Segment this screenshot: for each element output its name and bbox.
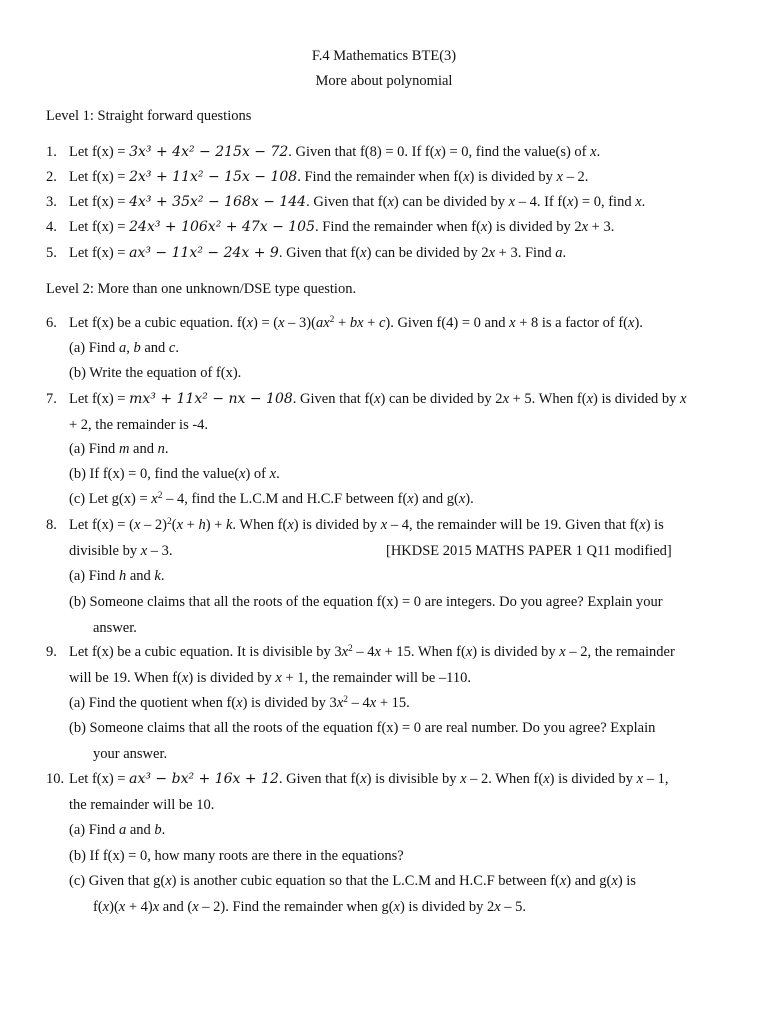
question-9-continued: will be 19. When f(x) is divided by x + 1, the remainder will be –110.	[69, 670, 472, 686]
question-8-continued: divisible by x – 3.	[69, 543, 173, 559]
question-6a: (a) Find a, b and c.	[69, 340, 179, 356]
polynomial-5: ax³ − 11x² − 24x + 9	[129, 245, 279, 261]
question-7: 7. Let f(x) = mx³ + 11x² − nx − 108. Given that f(x) can be divided by 2x + 5. When f(x) is divided by x	[46, 391, 687, 407]
question-10c: (c) Given that g(x) is another cubic equation so that the L.C.M and H.C.F between f(x) and g(x) is	[69, 873, 636, 889]
level-1-heading: Level 1: Straight forward questions	[46, 108, 252, 124]
source-reference: [HKDSE 2015 MATHS PAPER 1 Q11 modified]	[386, 543, 672, 559]
polynomial-7: mx³ + 11x² − nx − 108	[129, 391, 293, 407]
question-6b: (b) Write the equation of f(x).	[69, 365, 242, 381]
question-9b: (b) Someone claims that all the roots of the equation f(x) = 0 are real number. Do you agree? Explain	[69, 720, 656, 736]
question-10-continued: the remainder will be 10.	[69, 797, 215, 813]
question-8b-continued: answer.	[93, 620, 137, 636]
question-8b: (b) Someone claims that all the roots of the equation f(x) = 0 are integers. Do you agree? Explain your	[69, 594, 663, 610]
question-10a: (a) Find a and b.	[69, 822, 166, 838]
question-1: 1. Let f(x) = 3x³ + 4x² − 215x − 72. Given that f(8) = 0. If f(x) = 0, find the value(s) of x.	[46, 144, 601, 160]
polynomial-10: ax³ − bx² + 16x + 12	[129, 771, 279, 787]
question-8: 8. Let f(x) = (x – 2)$^2$(x + h) + k. When f(x) is divided by x – 4, the remainder will be 19. Given that f(x) is	[46, 517, 664, 533]
question-8a: (a) Find h and k.	[69, 568, 165, 584]
question-5: 5. Let f(x) = ax³ − 11x² − 24x + 9. Given that f(x) can be divided by 2x + 3. Find a.	[46, 245, 567, 261]
polynomial-3: 4x³ + 35x² − 168x − 144	[129, 194, 307, 210]
question-10: 10. Let f(x) = ax³ − bx² + 16x + 12. Given that f(x) is divisible by x – 2. When f(x) is divided by x – 1,	[46, 771, 669, 787]
worksheet-subtitle: More about polynomial	[315, 73, 453, 89]
worksheet-title: F.4 Mathematics BTE(3)	[311, 48, 457, 64]
polynomial-4: 24x³ + 106x² + 47x − 105	[129, 219, 316, 235]
question-9: 9. Let f(x) be a cubic equation. It is divisible by $3x^2 - 4x + 15$. When f(x) is divided by x – 2, the remainder	[46, 644, 675, 660]
question-7-continued: + 2, the remainder is -4.	[69, 417, 209, 433]
question-2: 2. Let f(x) = 2x³ + 11x² − 15x − 108. Find the remainder when f(x) is divided by x – 2.	[46, 169, 589, 185]
level-2-heading: Level 2: More than one unknown/DSE type question.	[46, 281, 357, 297]
question-4: 4. Let f(x) = 24x³ + 106x² + 47x − 105. Find the remainder when f(x) is divided by 2x + 3.	[46, 219, 615, 235]
question-3: 3. Let f(x) = 4x³ + 35x² − 168x − 144. Given that f(x) can be divided by x – 4. If f(x) = 0, find x.	[46, 194, 646, 210]
question-10b: (b) If f(x) = 0, how many roots are there in the equations?	[69, 848, 404, 864]
question-6: 6. Let f(x) be a cubic equation. $f(x) = (x - 3)(ax^2$ + bx + c). Given f(4) = 0 and x + 8 is a factor of f(x).	[46, 315, 643, 331]
question-7c: (c) Let $g(x) = x^2 - 4$, find the L.C.M and H.C.F between f(x) and g(x).	[69, 491, 474, 507]
polynomial-1: 3x³ + 4x² − 215x − 72	[129, 144, 289, 160]
question-10c-continued: f(x)(x + 4)x and (x – 2). Find the remainder when g(x) is divided by 2x – 5.	[93, 899, 527, 915]
question-9b-continued: your answer.	[93, 746, 168, 762]
polynomial-2: 2x³ + 11x² − 15x − 108	[129, 169, 298, 185]
question-9a: (a) Find the quotient when f(x) is divided by $3x^2 - 4x + 15$.	[69, 695, 410, 711]
question-7a: (a) Find m and n.	[69, 441, 169, 457]
question-7b: (b) If f(x) = 0, find the value(x) of x.	[69, 466, 280, 482]
